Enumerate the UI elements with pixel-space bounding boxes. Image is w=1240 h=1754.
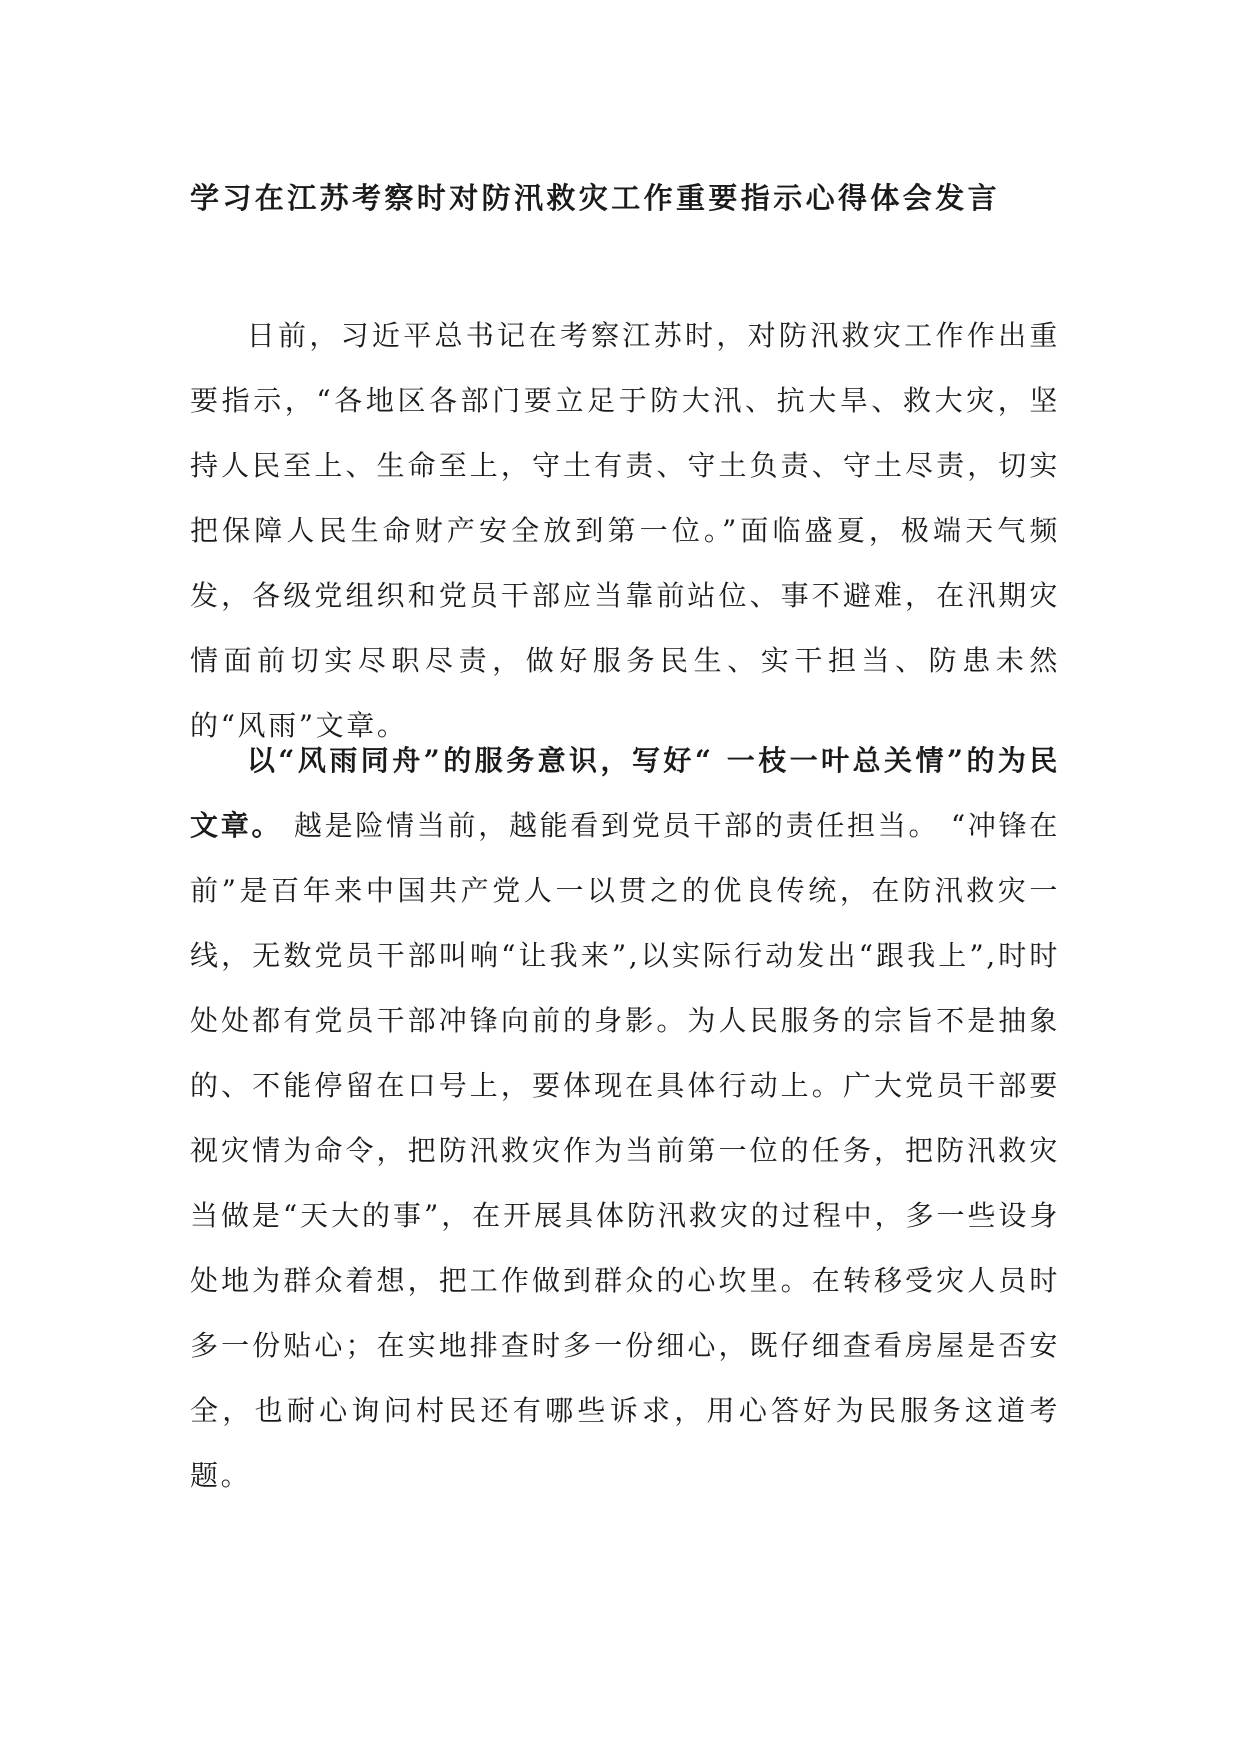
paragraph-intro bbox=[190, 303, 1060, 758]
paragraph-intro-text: 日前，习近平总书记在考察江苏时，对防汛救灾工作作出重要指示，“各地区各部门要立足于防大汛、抗大旱、救大灾，坚持人民至上、生命至上，守土有责、守土负责、守土尽责，切实把保障人民生命财产安全放到第一位。”面临盛夏，极端天气频发，各级党组织和党员干部应当靠前站位、事不避难，在汛期灾情面前切实尽职尽责，做好服务民生、实干担当、防患未然的“风雨”文章。 bbox=[190, 319, 1060, 742]
paragraph-service-awareness-text: 越是险情当前，越能看到党员干部的责任担当。 “冲锋在前”是百年来中国共产党人一以贯之的优良传统，在防汛救灾一线，无数党员干部叫响“让我来”,以实际行动发出“跟我上”,时时处处都有党员干部冲锋向前的身影。为人民服务的宗旨不是抽象的、不能停留在口号上，要体现在具体行动上。广大党员干部要视灾情为命令，把防汛救灾作为当前第一位的任务，把防汛救灾当做是“天大的事”，在开展具体防汛救灾的过程中，多一些设身处地为群众着想，把工作做到群众的心坎里。在转移受灾人员时多一份贴心；在实地排查时多一份细心，既仔细查看房屋是否安全，也耐心询问村民还有哪些诉求，用心答好为民服务这道考题。 bbox=[190, 809, 1060, 1492]
document-title: 学习在江苏考察时对防汛救灾工作重要指示心得体会发言 bbox=[190, 181, 1001, 215]
paragraph-service-awareness bbox=[190, 728, 1060, 1508]
paragraph-lead-heading: 以“风雨同舟”的服务意识，写好“ 一枝一叶总关情”的为民文章。 bbox=[190, 744, 1060, 842]
